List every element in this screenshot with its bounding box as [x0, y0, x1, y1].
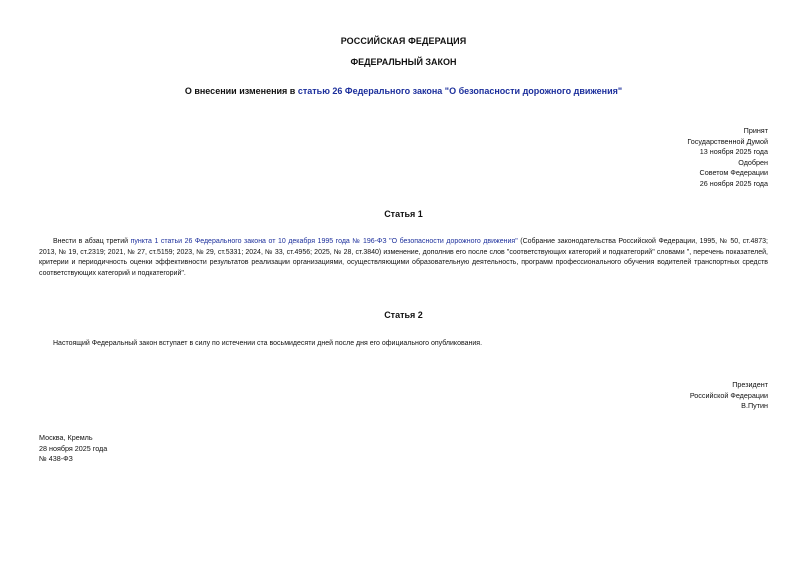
law-title-link[interactable]: статью 26 Федерального закона "О безопасности дорожного движения"	[297, 86, 623, 96]
adoption-line: Одобрен	[738, 157, 768, 167]
article-1-text-after: (Собрание законодательства Российской Федерации, 1995, № 50, ст.4873; 2013, № 19, ст.2319; 2021, № 27, ст.5159; 2023, № 29, ст.5331; 2024, № 33, ст.4956; 2025, № 28, ст.3840) изменение, дополнив его после слов "соответствующих категорий и подкатегорий" словами ", перечень показателей, критерии и периодичность оценки эффективности результатов реализации организациями, осуществляющими образовательную деятельность, программ профессионального обучения водителей транспортных средств соответствующих категорий и подкатегорий".	[39, 238, 768, 277]
article-2-text: Настоящий Федеральный закон вступает в силу по истечении ста восьмидесяти дней после дня его официального опубликования.	[53, 340, 483, 347]
article-2-heading: Статья 2	[384, 310, 423, 320]
doc-type-heading: ФЕДЕРАЛЬНЫЙ ЗАКОН	[350, 57, 457, 67]
signature-line: В.Путин	[741, 401, 768, 411]
signature-line: Российской Федерации	[689, 390, 768, 400]
date-line: 28 ноября 2025 года	[39, 443, 108, 453]
article-1-link[interactable]: пункта 1 статьи 26 Федерального закона от 10 декабря 1995 года № 196-ФЗ "О безопасности дорожного движения"	[130, 238, 518, 245]
adoption-line: 13 ноября 2025 года	[699, 147, 768, 157]
adoption-line: Советом Федерации	[699, 168, 768, 178]
law-number: № 438-ФЗ	[39, 454, 73, 464]
country-heading: РОССИЙСКАЯ ФЕДЕРАЦИЯ	[340, 36, 467, 46]
article-1-heading: Статья 1	[384, 209, 423, 219]
law-title-prefix: О внесении изменения в	[184, 86, 298, 96]
signature-block	[690, 380, 768, 412]
law-title	[0, 86, 807, 96]
signature-line: Президент	[732, 380, 768, 389]
adoption-line: Принят	[743, 126, 768, 135]
adoption-line: Государственной Думой	[687, 136, 768, 146]
place-date-block	[39, 433, 107, 465]
article-1-text	[39, 237, 768, 279]
adoption-block	[687, 126, 768, 190]
place-line: Москва, Кремль	[39, 433, 93, 442]
adoption-line: 26 ноября 2025 года	[699, 178, 768, 188]
article-1-text-before: Внести в абзац третий	[53, 238, 131, 245]
